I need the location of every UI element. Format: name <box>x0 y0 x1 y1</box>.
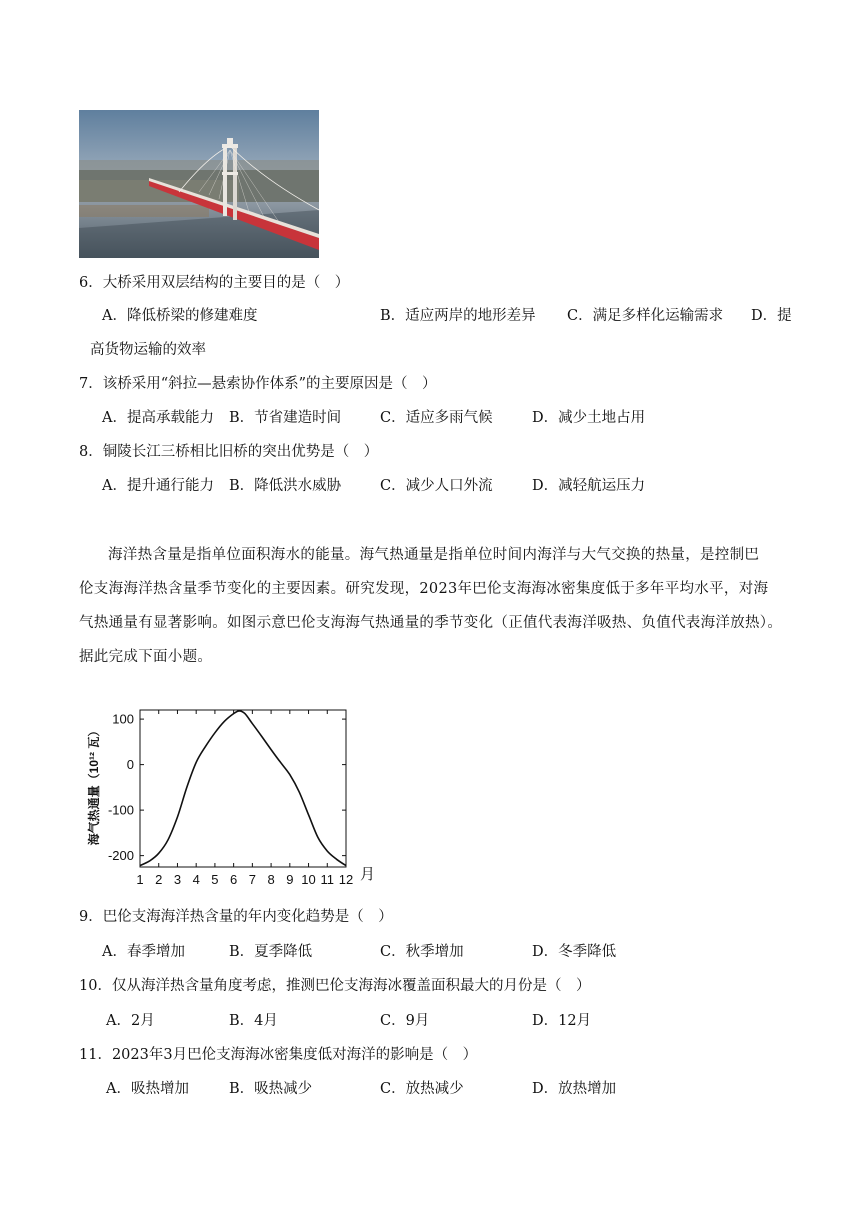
bridge-illustration <box>79 110 319 258</box>
q10-option-a[interactable]: A．2月 <box>106 1013 155 1029</box>
x-tick-label: 8 <box>267 872 275 887</box>
question-8-stem: 8．铜陵长江三桥相比旧桥的突出优势是（ ） <box>79 444 379 460</box>
q8-option-d[interactable]: D．减轻航运压力 <box>532 478 646 494</box>
q8-option-a[interactable]: A．提升通行能力 <box>102 478 214 494</box>
y-tick-label: -200 <box>107 848 134 864</box>
q11-option-b[interactable]: B．吸热减少 <box>229 1081 313 1097</box>
heat-flux-chart <box>78 695 388 895</box>
x-tick-label: 11 <box>320 872 335 887</box>
q6-option-d-continuation: 高货物运输的效率 <box>90 342 206 358</box>
q11-option-c[interactable]: C．放热减少 <box>380 1081 464 1097</box>
q9-option-b[interactable]: B．夏季降低 <box>229 944 313 960</box>
x-tick-label: 2 <box>155 872 163 887</box>
q7-option-b[interactable]: B．节省建造时间 <box>229 410 342 426</box>
x-tick-label: 12 <box>338 872 354 887</box>
question-9-stem: 9．巴伦支海海洋热含量的年内变化趋势是（ ） <box>79 909 393 925</box>
x-tick-label: 1 <box>136 872 144 887</box>
x-tick-label: 10 <box>301 872 316 887</box>
x-tick-label: 7 <box>248 872 256 887</box>
q10-option-b[interactable]: B．4月 <box>229 1013 278 1029</box>
q11-option-a[interactable]: A．吸热增加 <box>106 1081 189 1097</box>
chart-axes <box>140 710 346 867</box>
q7-option-d[interactable]: D．减少土地占用 <box>532 410 646 426</box>
q9-option-c[interactable]: C．秋季增加 <box>380 944 464 960</box>
q6-option-c[interactable]: C．满足多样化运输需求 <box>567 308 724 324</box>
passage-line: 伦支海海洋热含量季节变化的主要因素。研究发现，2023年巴伦支海海冰密集度低于多年平均水平，对海 <box>79 581 769 597</box>
passage-line: 气热通量有显著影响。如图示意巴伦支海海气热通量的季节变化（正值代表海洋吸热、负值代表海洋放热）。 <box>79 615 783 631</box>
q11-option-d[interactable]: D．放热增加 <box>532 1081 617 1097</box>
x-tick-label: 9 <box>286 872 294 887</box>
q7-option-c[interactable]: C．适应多雨气候 <box>380 410 493 426</box>
x-tick-label: 4 <box>192 872 200 887</box>
chart-labels <box>108 712 353 887</box>
q10-option-c[interactable]: C．9月 <box>380 1013 430 1029</box>
q9-option-d[interactable]: D．冬季降低 <box>532 944 617 960</box>
y-axis-label: 海气热通量（10¹² 瓦） <box>87 724 101 846</box>
passage-line: 据此完成下面小题。 <box>79 649 213 665</box>
plot-frame <box>140 710 346 867</box>
question-7-stem: 7．该桥采用“斜拉—悬索协作体系”的主要原因是（ ） <box>79 376 437 392</box>
q8-option-c[interactable]: C．减少人口外流 <box>380 478 493 494</box>
question-10-stem: 10．仅从海洋热含量角度考虑，推测巴伦支海海冰覆盖面积最大的月份是（ ） <box>79 978 591 994</box>
heat-flux-series-line <box>140 711 346 866</box>
x-tick-label: 5 <box>211 872 219 887</box>
question-11-stem: 11．2023年3月巴伦支海海冰密集度低对海洋的影响是（ ） <box>79 1047 478 1063</box>
x-axis-label: 月 <box>360 866 376 883</box>
chart-ticks <box>140 710 346 867</box>
passage-line: 海洋热含量是指单位面积海水的能量。海气热通量是指单位时间内海洋与大气交换的热量，是控制巴 <box>108 547 760 563</box>
y-tick-label: 0 <box>126 757 134 773</box>
q8-option-b[interactable]: B．降低洪水威胁 <box>229 478 342 494</box>
q6-option-b[interactable]: B．适应两岸的地形差异 <box>380 308 536 324</box>
q9-option-a[interactable]: A．春季增加 <box>102 944 185 960</box>
x-tick-label: 3 <box>173 872 182 887</box>
y-tick-label: 100 <box>112 711 134 727</box>
q10-option-d[interactable]: D．12月 <box>532 1013 592 1029</box>
x-tick-label: 6 <box>230 872 238 887</box>
q6-option-d[interactable]: D．提 <box>751 308 792 324</box>
question-6-stem: 6．大桥采用双层结构的主要目的是（ ） <box>79 275 350 291</box>
bridge-photo <box>79 110 319 258</box>
y-tick-label: -100 <box>107 802 134 818</box>
q7-option-a[interactable]: A．提高承载能力 <box>102 410 214 426</box>
reading-passage <box>79 538 793 674</box>
q6-option-a[interactable]: A．降低桥梁的修建难度 <box>102 308 258 324</box>
